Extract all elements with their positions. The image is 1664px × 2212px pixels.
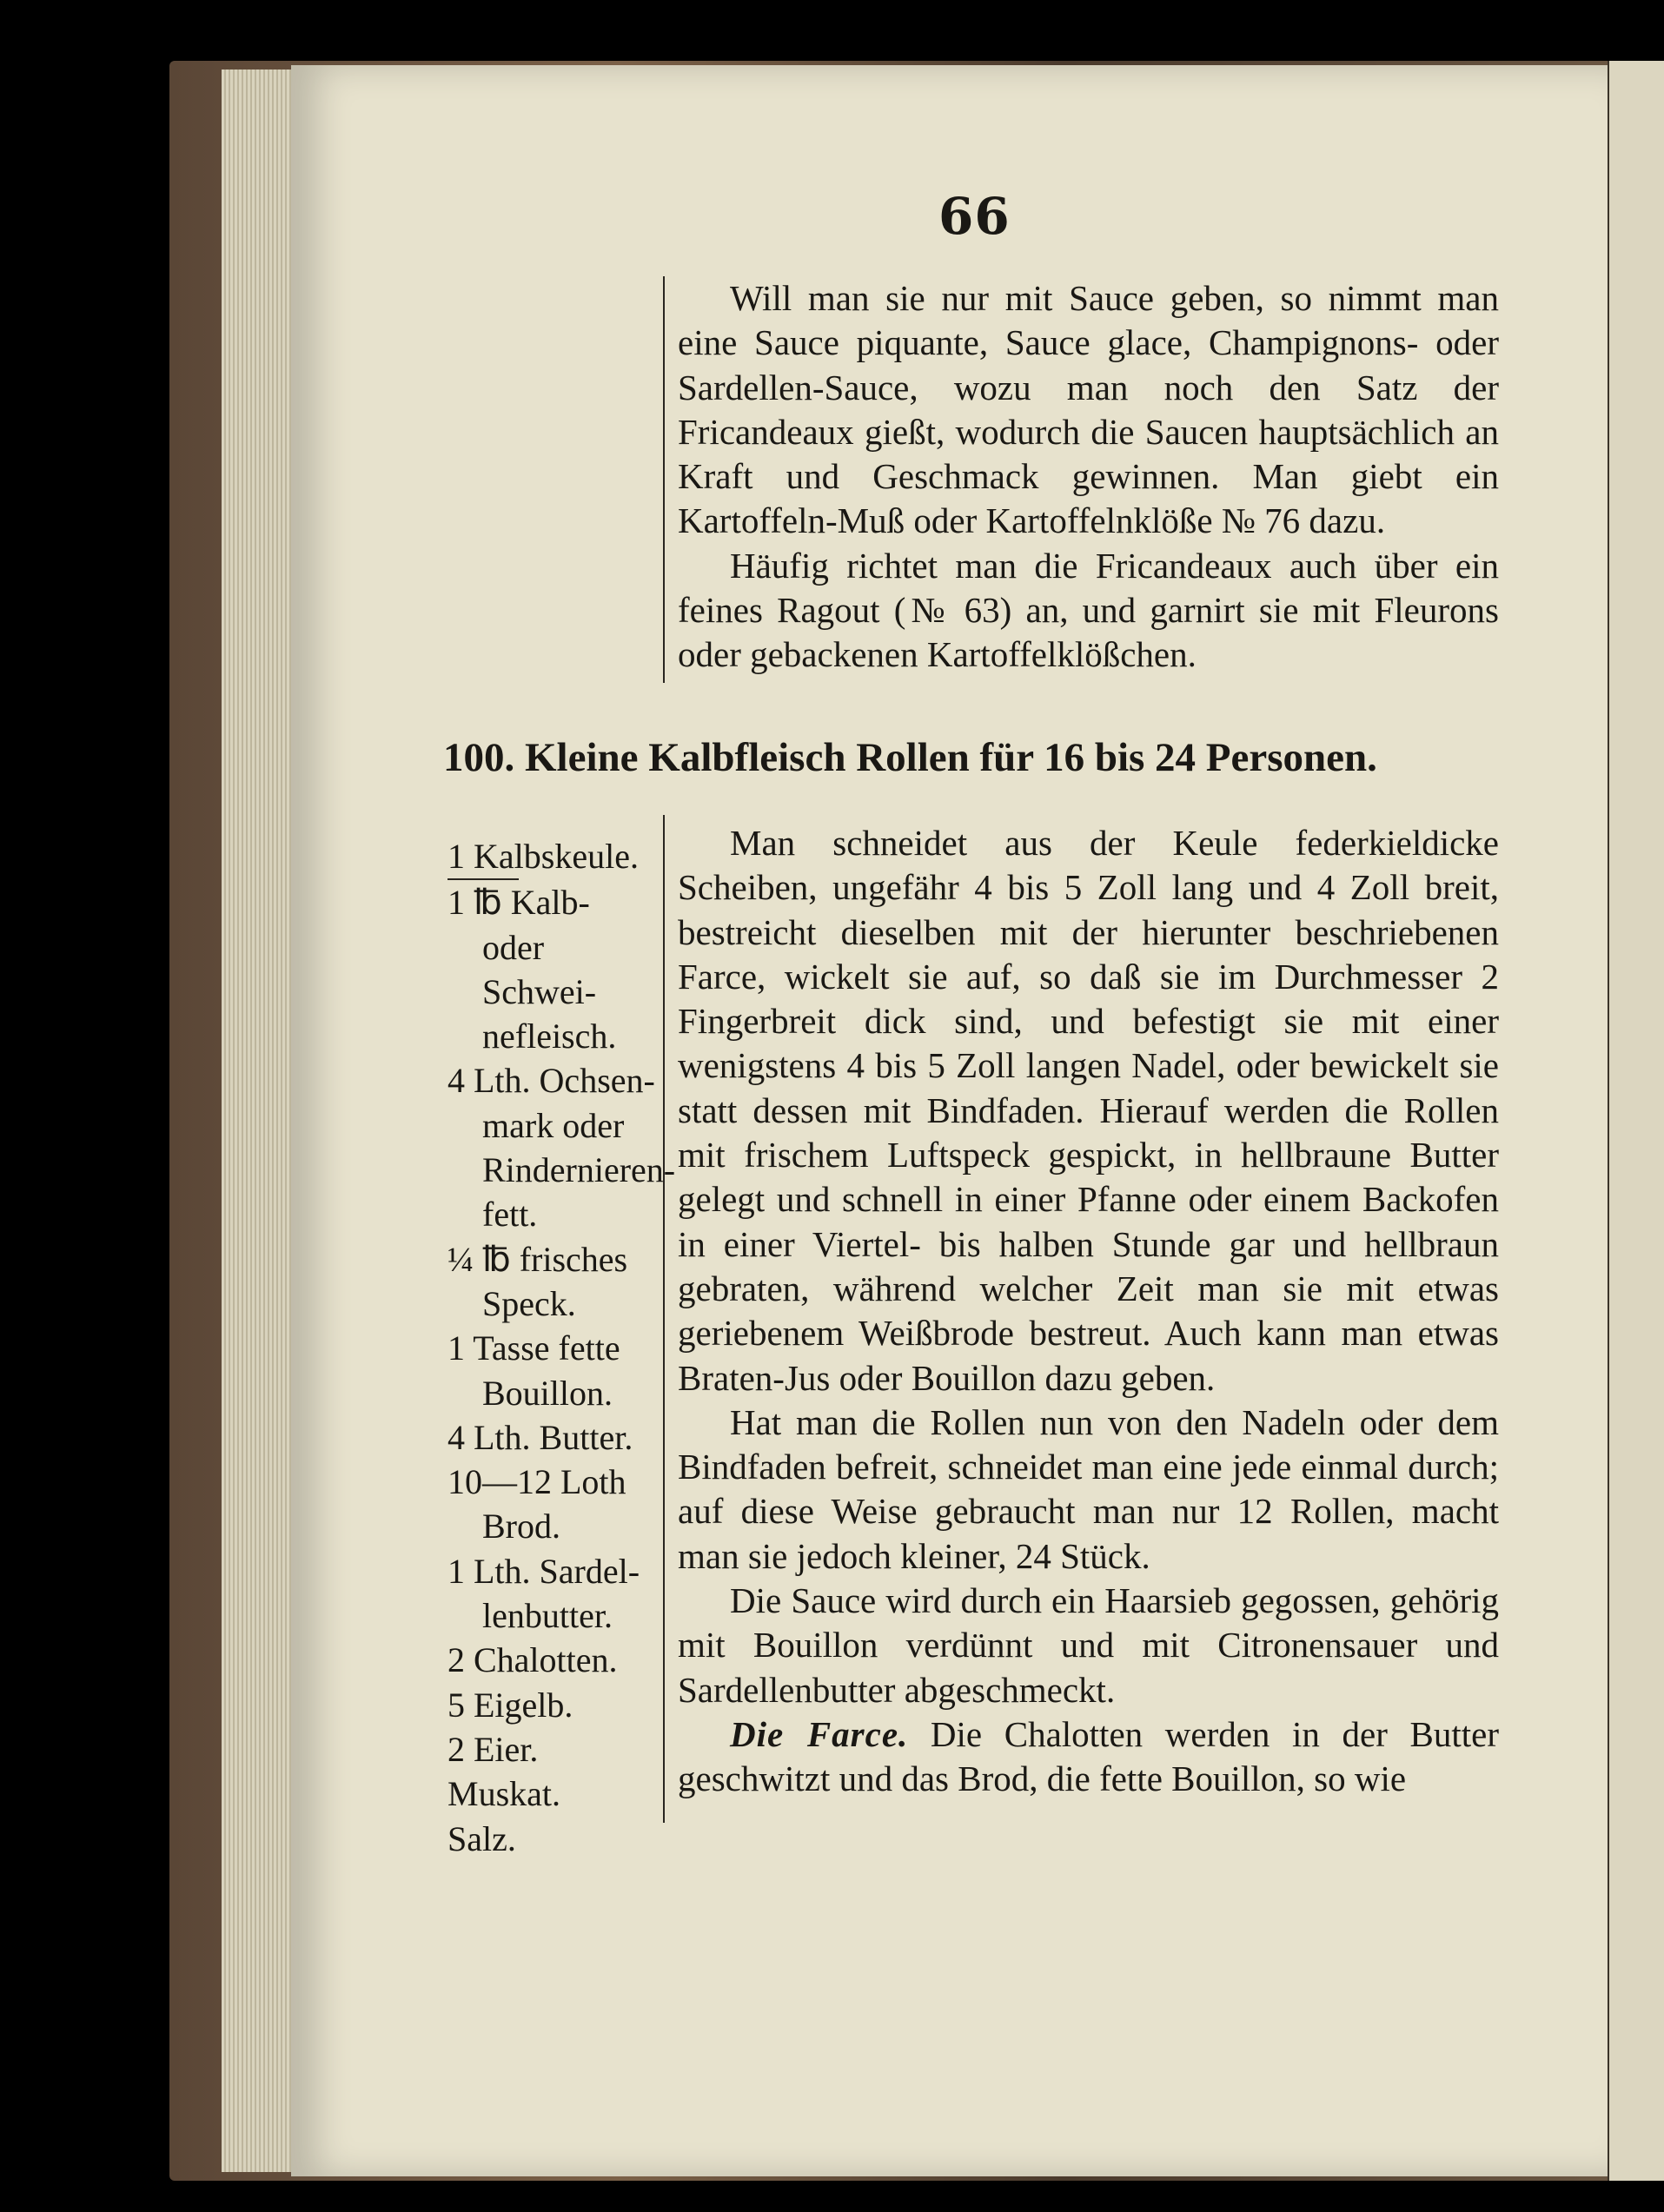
ingredient-item: 1 ℔ Kalb- xyxy=(447,883,590,923)
ingredient-item-continuation: mark oder xyxy=(482,1105,625,1145)
column-rule-bottom xyxy=(663,815,665,1823)
ingredient-item: 4 Lth. Butter. xyxy=(447,1417,633,1457)
ingredient-item-continuation: Speck. xyxy=(482,1283,576,1323)
farce-label: Die Farce. xyxy=(730,1713,909,1754)
ingredient-main: 1 Kalbskeule. xyxy=(447,837,639,876)
recipe-paragraph-2: Hat man die Rollen nun von den Nadeln oder dem Bindfaden befreit, schneidet man eine jede einmal durch; auf diese Weise gebraucht man nur 12 Rollen, macht man sie jedoch kleiner, 24 Stück. xyxy=(678,1401,1499,1576)
recipe-paragraph-1: Man schneidet aus der Keule federkieldicke Scheiben, ungefähr 4 bis 5 Zoll lang und 4 Zoll breit, bestreicht dieselben mit der hierunter beschriebenen Farce, wickelt sie auf, so daß sie im Durchmesser 2 Fingerbreit dick sind, und befestigt sie mit einer wenigstens 4 bis 5 Zoll langen Nadel, oder bewickelt sie statt dessen mit Bindfaden. Hierauf werden die Rollen mit frischem Luftspeck gespickt, in hellbraune Butter gelegt und schnell in einer Pfanne oder einem Backofen in einer Viertel- bis halben Stunde gar und hellbraun gebraten, während welcher Zeit man sie mit etwas geriebenem Weißbrode bestreut. Auch kann man etwas Braten-Jus oder Bouillon dazu geben. xyxy=(678,823,1499,1398)
ingredient-item-continuation: Bouillon. xyxy=(482,1373,613,1413)
ingredient-item-continuation: Rindernieren- xyxy=(482,1150,676,1190)
ingredients-list xyxy=(447,834,676,1861)
ingredient-item: 2 Chalotten. xyxy=(447,1640,618,1680)
ingredient-item-continuation: oder Schwei- xyxy=(482,927,597,1011)
ingredient-item: Muskat. xyxy=(447,1774,560,1814)
ingredient-item-continuation: Brod. xyxy=(482,1507,560,1546)
ingredient-item: 2 Eier. xyxy=(447,1729,539,1769)
page-edges xyxy=(222,70,295,2172)
ingredient-item: 5 Eigelb. xyxy=(447,1685,573,1725)
column-rule-top xyxy=(663,276,665,683)
recipe-text xyxy=(678,821,1499,1802)
farce-paragraph xyxy=(678,1712,1499,1802)
ingredient-item-continuation: fett. xyxy=(482,1195,538,1235)
ingredient-item: Salz. xyxy=(447,1818,516,1858)
ingredient-item-continuation: lenbutter. xyxy=(482,1596,613,1636)
recipe-heading: 100. Kleine Kalbfleisch Rollen für 16 bis 24 Personen. xyxy=(443,735,1377,780)
ingredient-item-continuation: nefleisch. xyxy=(482,1017,617,1056)
intro-paragraph-2: Häufig richtet man die Fricandeaux auch über ein feines Ragout (№ 63) an, und garnirt sie mit Fleurons oder gebackenen Kartoffelklößchen. xyxy=(678,545,1499,675)
page-number: 66 xyxy=(938,187,1011,246)
ingredient-item: 1 Tasse fette xyxy=(447,1328,620,1368)
ingredient-item: 10—12 Loth xyxy=(447,1462,626,1502)
intro-paragraph-1: Will man sie nur mit Sauce geben, so nimmt man eine Sauce piquante, Sauce glace, Champignons- oder Sardellen-Sauce, wozu man noch den Satz der Fricandeaux gießt, wodurch die Saucen hauptsächlich an Kraft und Geschmack gewinnen. Man giebt ein Kartoffeln-Muß oder Kartoffelnklöße № 76 dazu. xyxy=(678,278,1499,541)
ingredient-items xyxy=(447,880,676,1861)
ingredient-item: 1 Lth. Sardel- xyxy=(447,1551,640,1591)
ingredient-item: ¼ ℔ frisches xyxy=(447,1239,628,1279)
intro-text xyxy=(678,276,1499,678)
farce-text: Die Chalotten werden in der Butter geschwitzt und das Brod, die fette Bouillon, so wie xyxy=(678,1713,1500,1799)
next-page-edge xyxy=(1608,61,1664,2181)
ingredient-item: 4 Lth. Ochsen- xyxy=(447,1061,655,1101)
recipe-paragraph-3: Die Sauce wird durch ein Haarsieb gegossen, gehörig mit Bouillon verdünnt und mit Citronensauer und Sardellenbutter abgeschmeckt. xyxy=(678,1580,1499,1710)
